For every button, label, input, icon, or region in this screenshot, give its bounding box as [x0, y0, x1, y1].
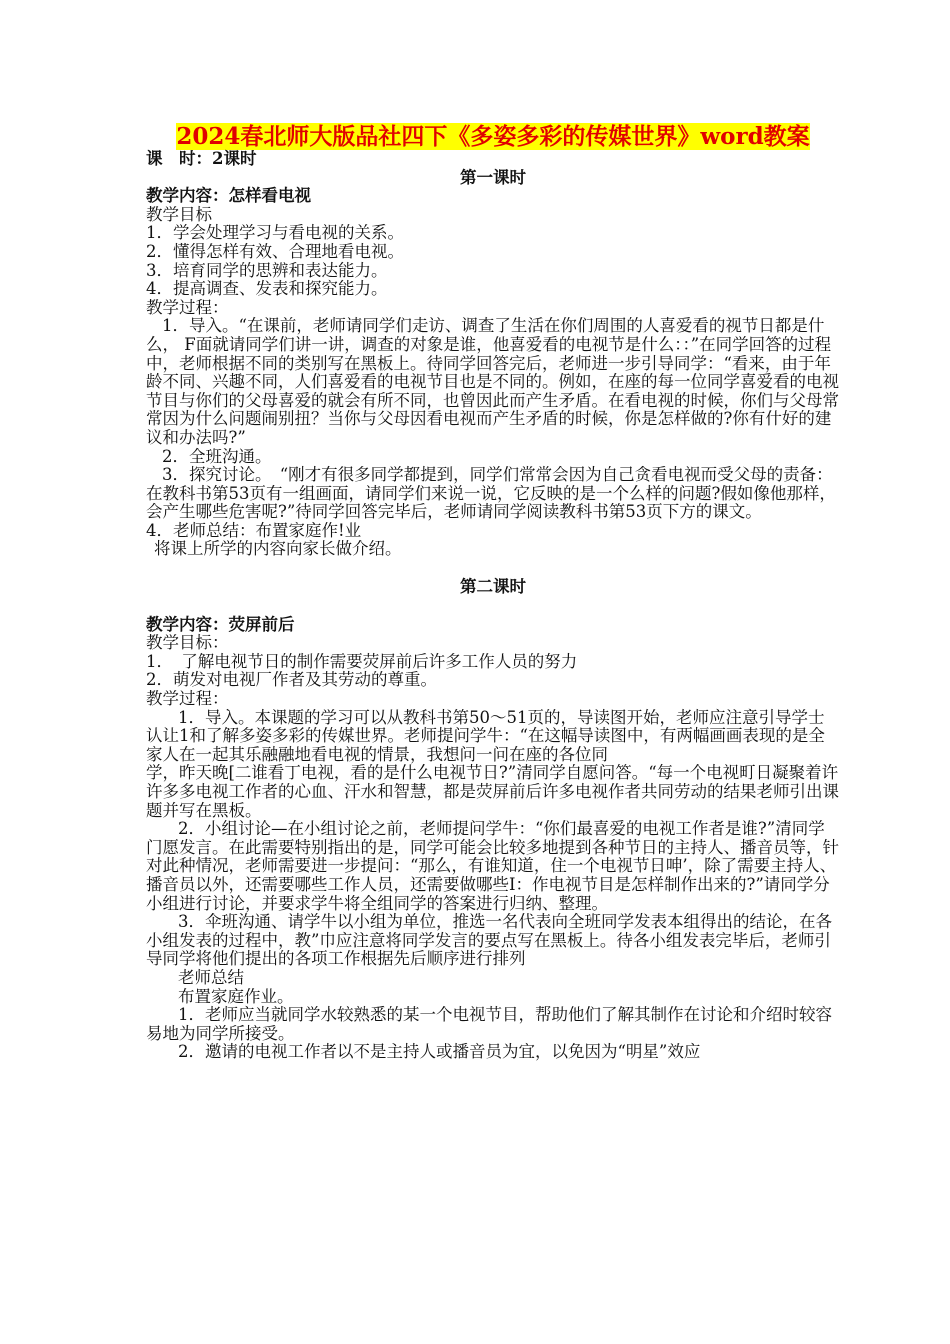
lesson1-paragraph: 3．探究讨论。 “刚才有很多同学都提到，同学们常常会因为自己贪看电视而受父母的责备：在教科书第53页有一组画面，请同学们来说一说，它反映的是一个么样的问题?假如像他那样，会产生哪些危害呢?”待同学回答完毕后，老师请同学阅读教科书第53页下方的课文。: [146, 465, 836, 522]
lesson1-goal: 2．懂得怎样有效、合理地看电视。: [146, 241, 404, 261]
document-title: [146, 124, 840, 150]
lesson2-paragraph: 2．邀请的电视工作者以不是主持人或播音员为宜，以免因为“明星”效应: [178, 1042, 701, 1062]
lesson2-paragraph: 学，昨天晚[二谁看丁电视，看的是什么电视节日?”清同学自愿问答。“每一个电视町日凝聚着许许多多电视工作者的心血、汗水和智慧，都是荧屏前后许多电视作者共同劳动的结果老师引出课题并写在黑板。: [146, 763, 839, 820]
lesson1-goals-label: 教学目标: [146, 204, 212, 224]
lesson2-paragraph: 1．导入。本课题的学习可以从教科书第50～51页的，导读图开始，老师应注意引导学士认让1和了解多姿多彩的传媒世界。老师提问学牛：“在这幅导读图中，有两幅画画表现的是全家人在一起其乐融融地看电视的情景，我想问一问在座的各位同: [146, 707, 825, 764]
lesson2-content: 教学内容：荧屏前后: [146, 614, 295, 634]
spacer: [146, 597, 840, 616]
lesson1-goal: 3．培育同学的思辨和表达能力。: [146, 260, 388, 280]
lesson2-goal: 2．萌发对电视厂作者及其劳动的尊重。: [146, 670, 437, 690]
lesson1-content: 教学内容：怎样看电视: [146, 186, 311, 206]
lesson2-goals-label: 教学目标：: [146, 633, 229, 653]
lesson2-process-label: 教学过程：: [146, 689, 229, 709]
lesson2-goal: 1． 了解电视节日的制作需要荧屏前后许多工作人员的努力: [146, 651, 578, 671]
title-highlight: 2024春北师大版品社四下《多姿多彩的传媒世界》word教案: [176, 123, 810, 150]
lesson1-goal: 4．提高调查、发表和探究能力。: [146, 279, 388, 299]
lesson1-goal: 1．学会处理学习与看电视的关系。: [146, 223, 404, 243]
class-hours: 课 时：2课时: [146, 149, 257, 168]
lesson2-paragraph: 3．伞班沟通、请学牛以小组为单位，推选一名代表向全班同学发表本组得出的结论，在各小组发表的过程中，教”巾应注意将同学发言的要点写在黑板上。待各小组发表完毕后，老师引导同学将他们提出的各项工作根据先后顺序进行排列: [146, 912, 832, 969]
lesson1-heading: 第一课时: [460, 167, 526, 187]
lesson1-paragraph: 1．导入。“在课前，老师请同学们走访、调查了生活在你们周围的人喜爱看的视节日都是什么， F面就请同学们讲一讲，调查的对象是谁，他喜爱看的电视节是什么：：”在同学回答的过程中，老师根据不同的类别写在黑板上。待同学回答完后，老师进一步引导同学：“看来，由于年龄不同、兴趣不同，人们喜爱看的电视节目也是不同的。例如，在座的每一位同学喜爱看的电视节目与你们的父母喜爱的就会有所不同，也曾因此而产生矛盾。在看电视的时候，你们与父母常常因为什么问题闹别扭？当你与父母因看电视而产生矛盾的时候，你是怎样做的?你有什好的建议和办法吗?”: [146, 316, 839, 447]
lesson1-paragraph: 将课上所学的内容向家长做介绍。: [154, 539, 402, 559]
lesson1-paragraph: 2．全班沟通。: [162, 446, 272, 466]
lesson2-paragraph: 布置家庭作业。: [178, 986, 294, 1006]
spacer: [146, 559, 840, 578]
lesson1-process-label: 教学过程：: [146, 297, 229, 317]
lesson2-heading: 第二课时: [460, 577, 526, 597]
lesson2-paragraph: 2．小组讨论—在小组讨论之前，老师提问学牛：“你们最喜爱的电视工作者是谁?”清同学门愿发言。在此需要特别指出的是，同学可能会比较多地提到各种节日的主持人、播音员等，针对此种情况，老师需要进一步提问：“那么，有谁知道，住一个电视节日呻’，除了需要主持人、播音员以外，还需要哪些工作人员，还需要做哪些I：作电视节目是怎样制作出来的?”请同学分小组进行讨论，并要求学牛将全组同学的答案进行归纳、整理。: [146, 819, 839, 913]
lesson2-paragraph: 老师总结: [178, 967, 244, 987]
lesson2-paragraph: 1．老师应当就同学水较熟悉的某一个电视节目，帮助他们了解其制作在讨论和介绍时较容易地为同学所接受。: [146, 1005, 832, 1043]
lesson1-paragraph: 4．老师总结：布置家庭作!业: [146, 520, 362, 540]
